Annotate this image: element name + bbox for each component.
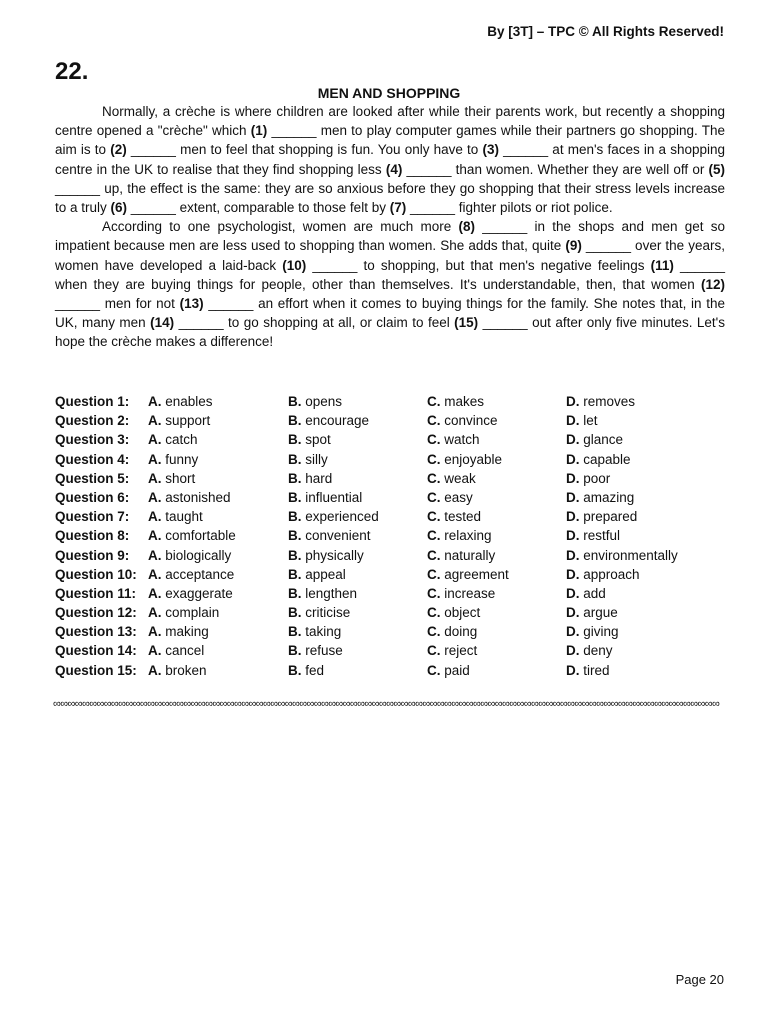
blank-number: (6) [110,200,128,216]
passage-text: ______ men to feel that shopping is fun. You only have to [126,142,483,158]
answer-option[interactable] [148,641,204,660]
option-text: cancel [161,643,205,659]
answer-option[interactable] [566,411,598,430]
answer-option[interactable] [148,469,195,488]
option-text: comfortable [161,528,236,544]
passage-text: ______ fighter pilots or riot police. [406,200,613,216]
question-label: Question 2: [55,413,130,429]
blank-number: (3) [482,142,499,158]
question-label: Question 10: [55,566,137,582]
option-text: add [579,585,606,601]
option-letter: B. [288,451,302,467]
question-row [55,641,725,660]
answer-option[interactable] [288,622,341,641]
blank-number: (14) [150,315,175,331]
option-letter: D. [566,547,580,563]
option-text: watch [440,432,480,448]
option-letter: A. [148,451,162,467]
option-text: spot [301,432,331,448]
passage-title: MEN AND SHOPPING [317,85,461,101]
option-letter: A. [148,489,162,505]
option-letter: D. [566,624,580,640]
option-letter: C. [427,547,441,563]
answer-option[interactable] [427,584,495,603]
question-label: Question 13: [55,624,137,640]
option-text: biologically [161,547,232,563]
option-letter: B. [288,413,302,429]
option-letter: D. [566,509,580,525]
question-row [55,584,725,603]
option-letter: B. [288,470,302,486]
answer-option[interactable] [148,546,231,565]
option-text: weak [440,470,476,486]
answer-option[interactable] [427,622,477,641]
option-text: complain [161,605,220,621]
option-letter: D. [566,489,580,505]
option-letter: B. [288,662,302,678]
option-letter: B. [288,432,302,448]
question-row [55,526,725,545]
option-text: deny [579,643,613,659]
option-letter: A. [148,528,162,544]
answer-option[interactable] [288,450,328,469]
question-list [55,392,725,680]
question-row [55,469,725,488]
passage-text: ______ over the years, women have developed a laid-back [55,238,725,273]
option-letter: A. [148,585,162,601]
blank-number: (4) [385,161,403,177]
option-text: lengthen [301,585,358,601]
blank-number: (11) [650,257,674,273]
option-letter: D. [566,413,580,429]
blank-number: (15) [454,315,479,331]
answer-option[interactable] [566,641,613,660]
option-text: taking [301,624,342,640]
option-letter: C. [427,470,441,486]
option-text: physically [301,547,364,563]
option-letter: A. [148,413,162,429]
blank-number: (10) [282,257,307,273]
option-text: influential [301,489,363,505]
option-text: fed [301,662,325,678]
question-label: Question 14: [55,643,137,659]
answer-option[interactable] [148,584,233,603]
answer-option[interactable] [566,430,623,449]
answer-option[interactable] [427,565,509,584]
option-text: support [161,413,211,429]
answer-option[interactable] [288,392,342,411]
answer-option[interactable] [566,450,631,469]
answer-option[interactable] [566,603,618,622]
option-text: environmentally [579,547,678,563]
answer-option[interactable] [427,430,480,449]
option-letter: A. [148,605,162,621]
answer-option[interactable] [427,661,470,680]
answer-option[interactable] [427,411,498,430]
blank-number: (2) [110,142,127,158]
exercise-number: 22. [55,58,89,85]
option-text: capable [579,451,631,467]
option-text: hard [301,470,333,486]
question-label: Question 12: [55,605,137,621]
answer-option[interactable] [288,546,364,565]
option-letter: B. [288,605,302,621]
option-text: tested [440,509,482,525]
question-row [55,661,725,680]
answer-option[interactable] [288,641,343,660]
option-text: experienced [301,509,379,525]
option-text: catch [161,432,198,448]
option-letter: A. [148,394,162,409]
passage-text: ______ up, the effect is the same: they are so anxious before they go shopping that their stress levels increase to a truly [55,180,725,216]
option-letter: C. [427,451,441,467]
option-letter: D. [566,662,580,678]
answer-option[interactable] [566,546,678,565]
option-letter: C. [427,394,441,409]
answer-option[interactable] [288,411,369,430]
question-label: Question 5: [55,470,130,486]
option-letter: C. [427,643,441,659]
option-letter: B. [288,566,302,582]
option-text: glance [579,432,624,448]
option-text: funny [161,451,199,467]
option-text: short [161,470,196,486]
option-text: refuse [301,643,343,659]
blank-number: (5) [708,161,725,177]
answer-option[interactable] [427,641,477,660]
option-letter: B. [288,585,302,601]
option-text: making [161,624,209,640]
option-text: astonished [161,489,231,505]
option-text: poor [579,470,611,486]
option-letter: D. [566,394,580,409]
question-row [55,603,725,622]
passage-text: ______ to go shopping at all, or claim to feel [174,315,455,331]
passage-text: ______ out after only five minutes. Let's hope the crèche makes a difference! [55,315,725,350]
answer-option[interactable] [288,430,331,449]
option-text: acceptance [161,566,235,582]
option-letter: D. [566,470,580,486]
option-text: increase [440,585,496,601]
question-label: Question 4: [55,451,130,467]
answer-option[interactable] [288,526,371,545]
option-letter: C. [427,662,441,678]
option-text: exaggerate [161,585,233,601]
passage-text: ______ men for not [55,296,180,312]
option-text: broken [161,662,207,678]
option-text: agreement [440,566,509,582]
decorative-divider: ∞∞∞∞∞∞∞∞∞∞∞∞∞∞∞∞∞∞∞∞∞∞∞∞∞∞∞∞∞∞∞∞∞∞∞∞∞∞∞∞∞∞∞∞∞∞∞∞∞∞∞∞∞∞∞∞∞∞∞∞∞∞∞∞∞∞∞∞∞∞∞∞∞∞∞∞∞∞∞∞∞∞∞∞∞∞∞∞∞∞∞∞ [53,698,720,710]
question-label: Question 11: [55,585,137,601]
option-text: prepared [579,509,638,525]
answer-option[interactable] [566,661,610,680]
option-letter: B. [288,489,302,505]
question-row [55,430,725,449]
answer-option[interactable] [148,565,234,584]
option-text: relaxing [440,528,492,544]
option-letter: B. [288,528,302,544]
option-letter: B. [288,547,302,563]
blank-number: (7) [389,200,407,216]
question-label: Question 3: [55,432,130,448]
answer-option[interactable] [288,507,379,526]
option-text: encourage [301,413,370,429]
option-letter: A. [148,643,162,659]
copyright-header: By [3T] – TPC © All Rights Reserved! [487,24,724,39]
answer-option[interactable] [427,526,492,545]
option-letter: C. [427,566,441,582]
option-letter: C. [427,489,441,505]
option-text: restful [579,528,621,544]
answer-option[interactable] [288,603,350,622]
option-text: silly [301,451,328,467]
option-text: easy [440,489,473,505]
option-letter: D. [566,451,580,467]
question-label: Question 1: [55,394,130,409]
passage-text: ______ at men's faces in a shopping centre in the UK to realise that they find shopping less [55,142,725,177]
option-letter: B. [288,643,302,659]
passage-text: ______ an effort when it comes to buying things for the family. She notes that, in the UK, many men [55,296,725,331]
passage-text: ______ extent, comparable to those felt by [127,200,390,216]
option-letter: B. [288,394,302,409]
option-letter: D. [566,585,580,601]
answer-option[interactable] [148,507,203,526]
question-row [55,488,725,507]
answer-option[interactable] [427,546,495,565]
answer-option[interactable] [288,469,332,488]
question-row [55,450,725,469]
option-letter: B. [288,509,302,525]
answer-option[interactable] [148,430,198,449]
option-text: let [579,413,598,429]
option-text: object [440,605,481,621]
question-label: Question 8: [55,528,130,544]
passage-paragraph-2 [55,217,725,351]
option-letter: C. [427,509,441,525]
blank-number: (8) [458,219,475,235]
passage-text: ______ when they are buying things for people, other than themselves. It's understandable, then, that women [55,257,726,292]
answer-option[interactable] [427,488,473,507]
answer-option[interactable] [148,411,210,430]
option-letter: C. [427,605,441,621]
answer-option[interactable] [148,622,209,641]
answer-option[interactable] [288,661,324,680]
option-letter: D. [566,566,580,582]
answer-option[interactable] [427,507,481,526]
blank-number: (12) [700,276,725,292]
passage-text: Normally, a crèche is where children are looked after while their parents work, but recently a shopping centre opened a "crèche" which [55,104,725,139]
option-letter: C. [427,432,441,448]
answer-option[interactable] [566,622,619,641]
reading-passage [55,102,725,352]
question-label: Question 15: [55,662,137,678]
answer-option[interactable] [427,392,484,411]
option-text: tired [579,662,610,678]
answer-option[interactable] [148,488,231,507]
answer-option[interactable] [427,450,502,469]
question-label: Question 7: [55,509,130,525]
question-row [55,411,725,430]
option-letter: C. [427,528,441,544]
answer-option[interactable] [427,469,476,488]
answer-option[interactable] [566,526,620,545]
option-text: opens [301,394,343,409]
option-text: doing [440,624,478,640]
option-text: criticise [301,605,351,621]
answer-option[interactable] [148,603,219,622]
answer-option[interactable] [566,469,610,488]
option-text: argue [579,605,618,621]
question-label: Question 9: [55,547,130,563]
option-letter: A. [148,624,162,640]
option-letter: C. [427,585,441,601]
option-text: removes [579,394,636,409]
option-letter: C. [427,413,441,429]
option-letter: B. [288,624,302,640]
option-text: taught [161,509,203,525]
blank-number: (13) [179,296,204,312]
answer-option[interactable] [566,565,640,584]
question-row [55,546,725,565]
option-letter: A. [148,470,162,486]
option-text: giving [579,624,619,640]
option-letter: A. [148,547,162,563]
page-number: Page 20 [675,972,724,987]
option-text: convenient [301,528,371,544]
option-letter: D. [566,528,580,544]
blank-number: (9) [565,238,582,254]
answer-option[interactable] [566,584,606,603]
question-label: Question 6: [55,489,130,505]
option-text: reject [440,643,478,659]
question-row [55,622,725,641]
answer-option[interactable] [566,488,634,507]
passage-paragraph-1 [55,102,725,217]
option-text: amazing [579,489,635,505]
option-text: paid [440,662,470,678]
answer-option[interactable] [288,565,346,584]
answer-option[interactable] [148,392,213,411]
answer-option[interactable] [148,450,198,469]
passage-text: According to one psychologist, women are much more [102,219,459,235]
question-row [55,392,725,411]
passage-text: ______ in the shops and men get so impatient because men are less used to shopping than women. She adds that, quite [55,219,725,254]
option-text: appeal [301,566,346,582]
answer-option[interactable] [566,507,637,526]
answer-option[interactable] [148,526,236,545]
option-letter: D. [566,605,580,621]
blank-number: (1) [250,123,268,139]
option-text: enables [161,394,213,409]
option-letter: A. [148,566,162,582]
answer-option[interactable] [288,584,357,603]
passage-text: ______ than women. Whether they are well off or [402,161,709,177]
option-letter: C. [427,624,441,640]
answer-option[interactable] [566,392,635,411]
answer-option[interactable] [427,603,480,622]
option-letter: A. [148,662,162,678]
question-row [55,507,725,526]
question-row [55,565,725,584]
option-text: convince [440,413,498,429]
option-text: naturally [440,547,496,563]
option-letter: A. [148,509,162,525]
passage-text: ______ to shopping, but that men's negative feelings [306,257,651,273]
option-text: makes [440,394,485,409]
option-text: enjoyable [440,451,503,467]
option-letter: A. [148,432,162,448]
answer-option[interactable] [148,661,207,680]
option-letter: D. [566,643,580,659]
option-text: approach [579,566,640,582]
answer-option[interactable] [288,488,362,507]
passage-text: ______ men to play computer games while their partners go shopping. The aim is to [55,123,725,158]
option-letter: D. [566,432,580,448]
